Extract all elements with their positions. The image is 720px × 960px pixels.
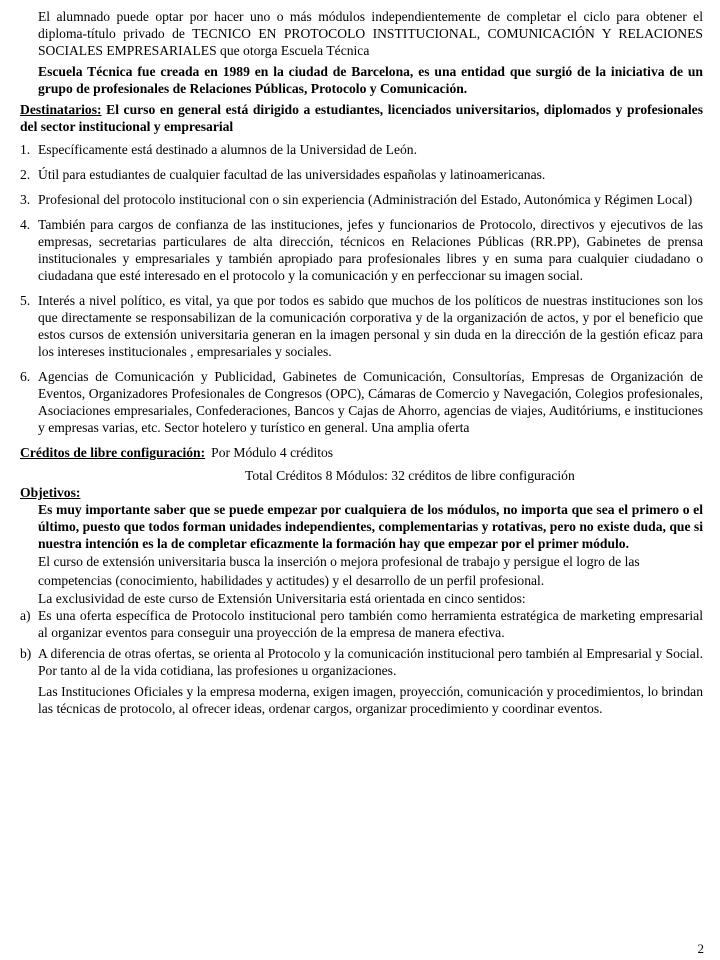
list-item: 2. Útil para estudiantes de cualquier facultad de las universidades españolas y latinoamericanas.	[20, 167, 546, 182]
creditos-heading: Créditos de libre configuración:	[20, 445, 206, 460]
creditos-total: Total Créditos 8 Módulos: 32 créditos de libre configuración	[245, 468, 575, 483]
list-item: 6. Agencias de Comunicación y Publicidad, Gabinetes de Comunicación, Consultorías, Empresas de Organización de Eventos, Organizadores Profesionales de Congresos (OPC), Cámaras de Comercio y Navegación, Colegios profesionales, Asociaciones empresariales, Confederaciones, Bancos y Cajas de Ahorro, agencias de viajes, Auditóriums, e instituciones y empresas varias, etc. Sector hotelero y turístico en general. Una amplia oferta	[20, 369, 703, 435]
list-item: a) Es una oferta específica de Protocolo institucional pero también como herramienta estratégica de marketing empresarial al organizar eventos para conseguir una proyección de la empresa de manera efectiva.	[20, 608, 703, 640]
objetivos-heading: Objetivos:	[20, 485, 81, 500]
objetivos-paragraph: El curso de extensión universitaria busca la inserción o mejora profesional de trabajo y persigue el logro de las competencias (conocimiento, habilidades y actitudes) y el desarrollo de un perfil profesional.	[38, 554, 640, 588]
document-page	[20, 8, 703, 717]
objetivos-bold-paragraph: Es muy importante saber que se puede empezar por cualquiera de los módulos, no importa que sea el primero o el último, puesto que todos forman unidades independientes, complementarias y rotativas, pero no existe duda, que si nuestra intención es la de completar eficazmente la formación hay que empezar por el primer módulo.	[38, 502, 703, 551]
list-item: 4. También para cargos de confianza de las instituciones, jefes y funcionarios de Protocolo, directivos y ejecutivos de las empresas, secretarias particulares de alta dirección, técnicos en Relaciones Públicas (RR.PP), Gabinetes de prensa institucionales y empresariales y también apropiado para profesionales libres y en suma para cualquier ciudadano o ciudadana que esté interesado en el protocolo y la comunicación y en perfeccionar su imagen social.	[20, 217, 703, 283]
creditos-row	[20, 444, 703, 461]
list-item: 1. Específicamente está destinado a alumnos de la Universidad de León.	[20, 142, 417, 157]
creditos-per-module: Por Módulo 4 créditos	[211, 445, 334, 460]
destinatarios-paragraph	[20, 101, 703, 135]
page-number: 2	[697, 941, 704, 956]
list-item: b) A diferencia de otras ofertas, se orienta al Protocolo y la comunicación institucional pero también al Empresarial y Social. Por tanto al de la vida cotidiana, las profesiones u organizaciones.	[20, 646, 703, 678]
destinatarios-text: El curso en general está dirigido a estudiantes, licenciados universitarios, diplomados y profesionales del sector institucional y empresarial	[20, 102, 703, 134]
intro-bold-paragraph: Escuela Técnica fue creada en 1989 en la ciudad de Barcelona, es una entidad que surgió de la iniciativa de un grupo de profesionales de Relaciones Públicas, Protocolo y Comunicación.	[38, 64, 703, 96]
intro-paragraph: El alumnado puede optar por hacer uno o más módulos independientemente de completar el ciclo para obtener el diploma-título privado de TECNICO EN PROTOCOLO INSTITUCIONAL, COMUNICACIÓN Y RELACIONES SOCIALES EMPRESARIALES que otorga Escuela Técnica	[38, 9, 703, 58]
objetivos-paragraph-2: La exclusividad de este curso de Extensión Universitaria está orientada en cinco sentidos:	[38, 591, 526, 606]
list-item: 3. Profesional del protocolo institucional con o sin experiencia (Administración del Estado, Autonómica y Régimen Local)	[20, 192, 693, 207]
list-item: 5. Interés a nivel político, es vital, ya que por todos es sabido que muchos de los políticos de nuestras instituciones son los que directamente se responsabilizan de la comunicación corporativa y de la organización de actos, y por el beneficio que estos cursos de extensión universitaria generan en la imagen personal y sin duda en la dirección de la gestión eficaz para los intereses institucionales , empresariales y sociales.	[20, 293, 703, 359]
objetivos-paragraph-3: Las Instituciones Oficiales y la empresa moderna, exigen imagen, proyección, comunicación y procedimientos, lo brindan las técnicas de protocolo, al ofrecer ideas, ordenar cargos, organizar procedimiento y coordinar eventos.	[38, 684, 703, 716]
destinatarios-heading: Destinatarios:	[20, 102, 102, 117]
